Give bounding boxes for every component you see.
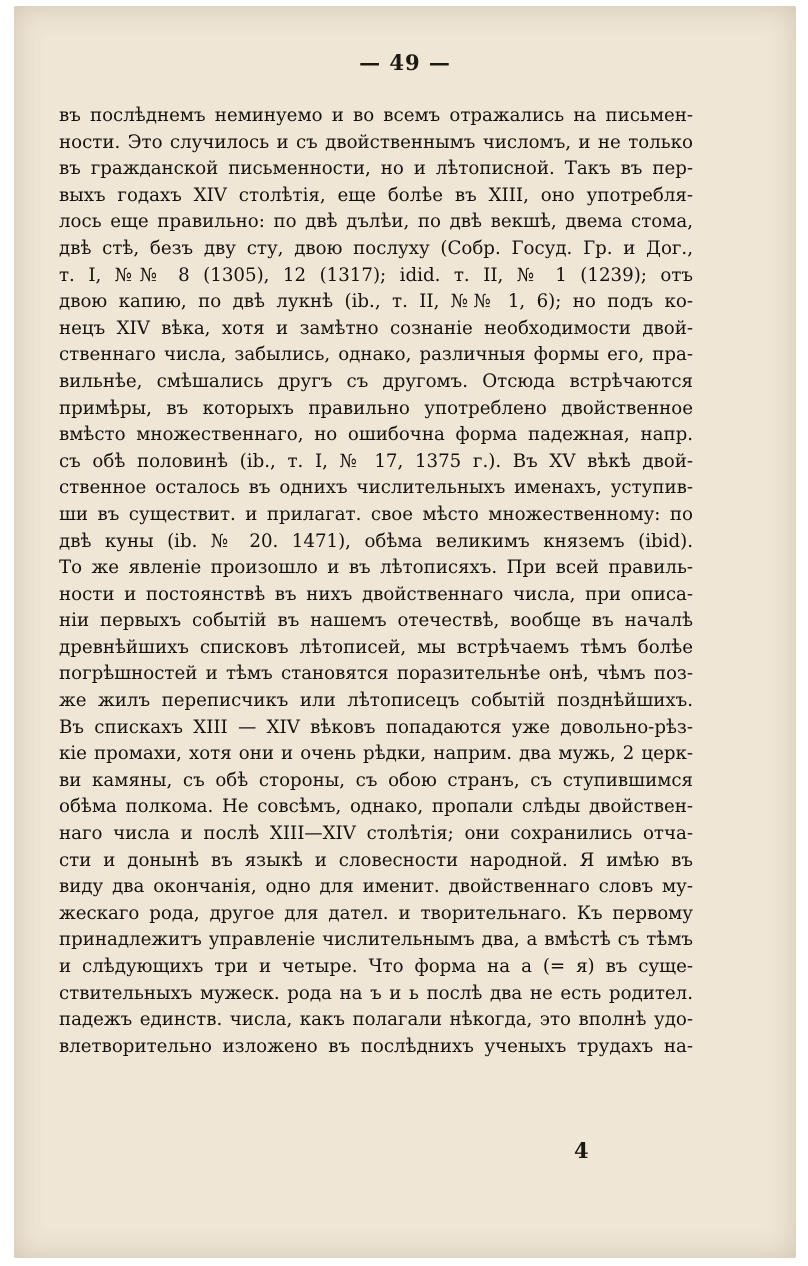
text-line: погрѣшностей и тѣмъ становятся поразительнѣе онѣ, чѣмъ поз- [59, 663, 693, 685]
text-line: т. I, №№ 8 (1305), 12 (1317); idid. т. II, № 1 (1239); отъ [59, 264, 693, 286]
text-line: же жилъ переписчикъ или лѣтописецъ событій позднѣйшихъ. [59, 690, 693, 712]
text-line: въ послѣднемъ неминуемо и во всемъ отражались на письмен- [59, 105, 693, 126]
text-line: ности и постоянствѣ въ нихъ двойственнаго числа, при описа- [59, 583, 693, 605]
text-line: сти и донынѣ въ языкѣ и словесности народной. Я имѣю въ [59, 849, 693, 871]
text-line: Въ спискахъ XIII — XIV вѣковъ попадаются уже довольно-рѣз- [59, 716, 693, 738]
text-line: наго числа и послѣ XIII—XIV столѣтія; они сохранились отча- [59, 823, 693, 845]
text-line: съ обѣ половинѣ (ib., т. I, № 17, 1375 г.). Въ XV вѣкѣ двой- [59, 450, 693, 472]
text-line: вильнѣе, смѣшались другъ съ другомъ. Отсюда встрѣчаются [59, 370, 693, 392]
text-line: виду два окончанія, одно для именит. двойственнаго словъ му- [59, 876, 693, 898]
text-line: обѣма полкома. Не совсѣмъ, однако, пропали слѣды двойствен- [59, 796, 693, 818]
text-line: нецъ XIV вѣка, хотя и замѣтно сознаніе необходимости двой- [59, 317, 693, 339]
text-line: и слѣдующихъ три и четыре. Что форма на а (= я) въ суще- [59, 956, 693, 977]
text-line: ніи первыхъ событій въ нашемъ отечествѣ, вообще въ началѣ [59, 610, 693, 632]
text-line: двою капию, по двѣ лукнѣ (ib., т. II, №№ 1, 6); но подъ ко- [59, 291, 693, 313]
text-line: ши въ существит. и прилагат. свое мѣсто множественному: по [59, 503, 693, 525]
text-line: въ гражданской письменности, но и лѣтописной. Такъ въ пер- [59, 158, 693, 180]
text-line: влетворительно изложено въ послѣднихъ ученыхъ трудахъ на- [59, 1035, 693, 1057]
text-line: вмѣсто множественнаго, но ошибочна форма падежная, напр. [59, 424, 693, 446]
text-line: двѣ стѣ, безъ дву сту, двою послуху (Собр. Госуд. Гр. и Дог., [59, 237, 693, 259]
signature-mark: 4 [574, 1138, 589, 1163]
text-line: ственнаго числа, забылись, однако, различныя формы его, пра- [59, 344, 693, 366]
text-line: жескаго рода, другое для дател. и творительнаго. Къ первому [59, 902, 693, 924]
text-line: принадлежитъ управленіе числительнымъ два, а вмѣстѣ съ тѣмъ [59, 929, 693, 951]
text-line: ности. Это случилось и съ двойственнымъ числомъ, и не только [59, 131, 693, 153]
body-text [59, 103, 693, 1060]
text-line: ви камяны, съ обѣ стороны, съ обою странъ, съ ступившимся [59, 769, 693, 791]
text-line: примѣры, въ которыхъ правильно употреблено двойственное [59, 397, 693, 419]
page-number: — 49 — [359, 50, 451, 75]
text-line: ственное осталось въ однихъ числительныхъ именахъ, уступив- [59, 477, 693, 499]
text-line: кіе промахи, хотя они и очень рѣдки, наприм. два мужь, 2 церк- [59, 743, 693, 765]
text-line: ствительныхъ мужеск. рода на ъ и ь послѣ два не есть родител. [59, 982, 693, 1004]
text-line: падежъ единств. числа, какъ полагали нѣкогда, это вполнѣ удо- [59, 1009, 693, 1031]
text-line: двѣ куны (ib. № 20. 1471), обѣма великимъ княземъ (ibid). [59, 530, 693, 552]
text-line: лось еще правильно: по двѣ дълѣи, по двѣ векшѣ, двема стома, [59, 211, 693, 233]
text-line: То же явленіе произошло и въ лѣтописяхъ. При всей правиль- [59, 557, 693, 579]
text-line: выхъ годахъ XIV столѣтія, еще болѣе въ XIII, оно употребля- [59, 184, 693, 206]
book-page [14, 6, 796, 1258]
text-line: древнѣйшихъ списковъ лѣтописей, мы встрѣчаемъ тѣмъ болѣе [59, 636, 693, 658]
